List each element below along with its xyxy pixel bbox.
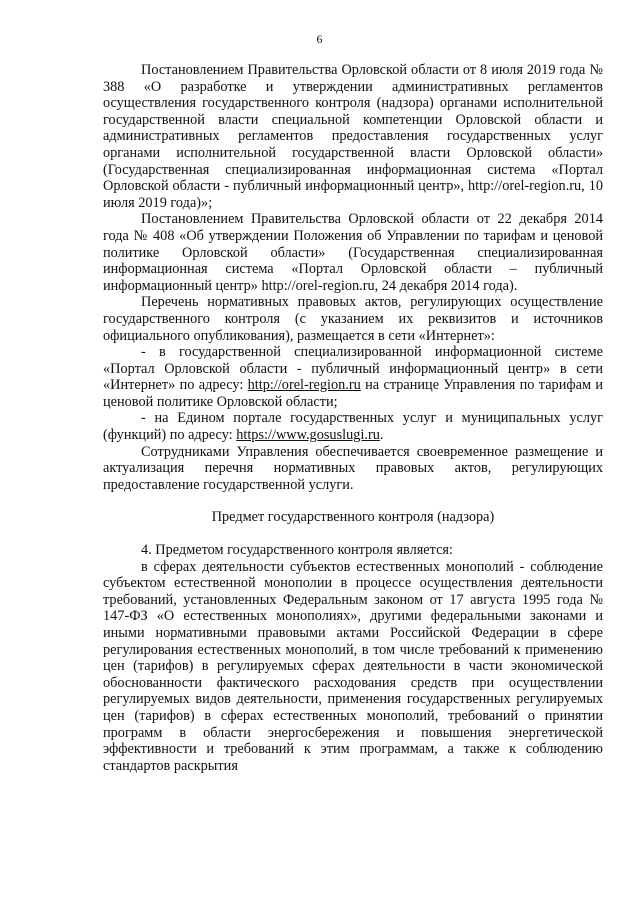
orel-region-link[interactable]: http://orel-region.ru: [247, 377, 361, 394]
spacer: [103, 526, 603, 542]
paragraph-gosuslugi-item: [103, 410, 603, 443]
gosuslugi-item-text-before: - на Едином портале государственных услуг и муниципальных услуг (функций) по адресу:: [103, 410, 603, 444]
portal-item-text-after: на странице Управления по тарифам и ценовой политике Орловской области;: [103, 377, 603, 410]
section-heading: Предмет государственного контроля (надзора): [211, 509, 495, 526]
portal-item-text-before: - в государственной специализированной информационной системе «Портал Орловской области - публичный информационный центр» в сети «Интернет» по адресу:: [103, 344, 603, 394]
paragraph-decree-408: Постановлением Правительства Орловской области от 22 декабря 2014 года № 408 «Об утверждении Положения об Управлении по тарифам и ценовой политике Орловской области» (Государственная специализированная информационная система «Портал Орловской области – публичный информационный центр» http://orel-region.ru, 24 декабря 2014 года).: [103, 211, 603, 294]
paragraph-decree-388: Постановлением Правительства Орловской области от 8 июля 2019 года № 388 «О разработке и утверждении административных регламентов осуществления государственного контроля (надзора) органами исполнительной государственной власти специальной компетенции Орловской области и административных регламентов предоставления государственных услуг органами исполнительной государственной власти Орловской области» (Государственная специализированная информационная система «Портал Орловской области - публичный информационный центр», http://orel-region.ru, 10 июля 2019 года)»;: [103, 62, 603, 211]
paragraph-natural-monopolies: в сферах деятельности субъектов естественных монополий - соблюдение субъектом естественной монополии в процессе осуществления деятельности требований, установленных Федеральным законом от 17 августа 1995 года № 147-ФЗ «О естественных монополиях», другими федеральными законами и иными нормативными правовыми актами Российской Федерации в сфере регулирования естественных монополий, в том числе требований к применению цен (тарифов) в регулируемых сферах деятельности в части экономической обоснованности фактического расходования средств при осуществлении регулируемых видов деятельности, применения государственных регулируемых цен (тарифов) в сферах естественных монополий, требований о принятии программ в области энергосбережения и повышения энергетической эффективности и требований к этим программам, а также к соблюдению стандартов раскрытия: [103, 558, 603, 774]
page-number: 6: [316, 32, 323, 46]
gosuslugi-link[interactable]: https://www.gosuslugi.ru: [236, 427, 380, 444]
document-body: [103, 62, 603, 774]
paragraph-portal-item: [103, 344, 603, 410]
paragraph-staff-duties: Сотрудниками Управления обеспечивается своевременное размещение и актуализация перечня нормативных правовых актов, регулирующих предоставление государственной услуги.: [103, 443, 603, 493]
spacer: [103, 493, 603, 509]
paragraph-control-subject: 4. Предметом государственного контроля является:: [141, 542, 453, 559]
gosuslugi-item-text-after: .: [379, 427, 384, 444]
paragraph-acts-list-intro: Перечень нормативных правовых актов, регулирующих осуществление государственного контроля (с указанием их реквизитов и источников официального опубликования), размещается в сети «Интернет»:: [103, 294, 603, 344]
